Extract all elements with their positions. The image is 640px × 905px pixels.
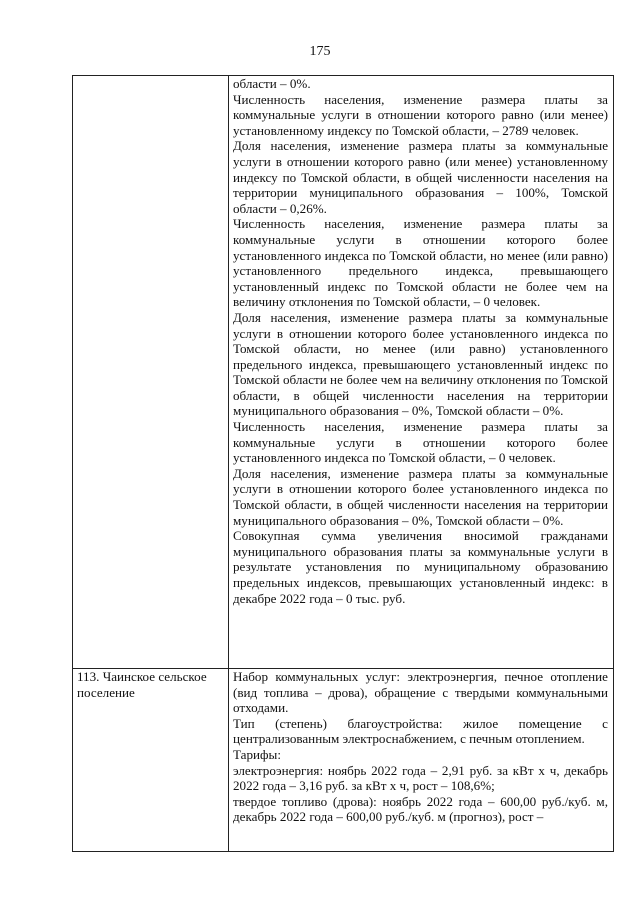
paragraph: Численность населения, изменение размера платы за коммунальные услуги в отношении которого более установленного индекса по Томской области, но менее (или равно) установленного предельного индекса, превышающего установленный индекс по Томской области не более чем на величину отклонения по Томской области, – 0 человек. <box>233 216 608 310</box>
paragraph: Доля населения, изменение размера платы за коммунальные услуги в отношении которого равно (или менее) установленному индексу по Томской области, в общей численности населения на территории муниципального образования – 100%, Томской области – 0,26%. <box>233 138 608 216</box>
paragraph: электроэнергия: ноябрь 2022 года – 2,91 руб. за кВт х ч, декабрь 2022 года – 3,16 руб. за кВт х ч, рост – 108,6%; <box>233 762 608 794</box>
paragraph: области – 0%. <box>233 76 311 91</box>
paragraph: Тарифы: <box>233 746 281 762</box>
paragraph: Доля населения, изменение размера платы за коммунальные услуги в отношении которого более установленного индекса по Томской области, но менее (или равно) установленного предельного индекса, превышающего установленный индекс по Томской области не более чем на величину отклонения по Томской области, в общей численности населения на территории муниципального образования – 0%, Томской области – 0%. <box>233 309 608 419</box>
table-row <box>73 669 614 852</box>
municipality-cell <box>73 669 229 852</box>
paragraph: Доля населения, изменение размера платы за коммунальные услуги в отношении которого более установленного индекса по Томской области, в общей численности населения на территории муниципального образования – 0%, Томской области – 0%. <box>233 465 608 528</box>
details-cell <box>229 669 614 852</box>
paragraph: Тип (степень) благоустройства: жилое помещение с централизованным электроснабжением, с печным отоплением. <box>233 715 608 747</box>
details-cell <box>229 76 614 669</box>
municipality-cell <box>73 76 229 669</box>
tariff-table <box>72 75 614 852</box>
municipality-name: 113. Чаинское сельское поселение <box>77 669 207 700</box>
paragraph: Численность населения, изменение размера платы за коммунальные услуги в отношении которого равно (или менее) установленному индексу по Томской области, – 2789 человек. <box>233 91 608 138</box>
table-row <box>73 76 614 669</box>
paragraph: Численность населения, изменение размера платы за коммунальные услуги в отношении которого более установленного индекса по Томской области, – 0 человек. <box>233 419 608 466</box>
page-number: 175 <box>309 44 331 59</box>
paragraph: Совокупная сумма увеличения вносимой гражданами муниципального образования платы за коммунальные услуги в результате установления по муниципальному образованию предельных индексов, превышающих установленный индекс: в декабре 2022 года – 0 тыс. руб. <box>233 528 608 606</box>
paragraph: Набор коммунальных услуг: электроэнергия, печное отопление (вид топлива – дрова), обращение с твердыми коммунальными отходами. <box>233 669 608 716</box>
paragraph: твердое топливо (дрова): ноябрь 2022 года – 600,00 руб./куб. м, декабрь 2022 года – 600,00 руб./куб. м (прогноз), рост – <box>233 793 608 825</box>
